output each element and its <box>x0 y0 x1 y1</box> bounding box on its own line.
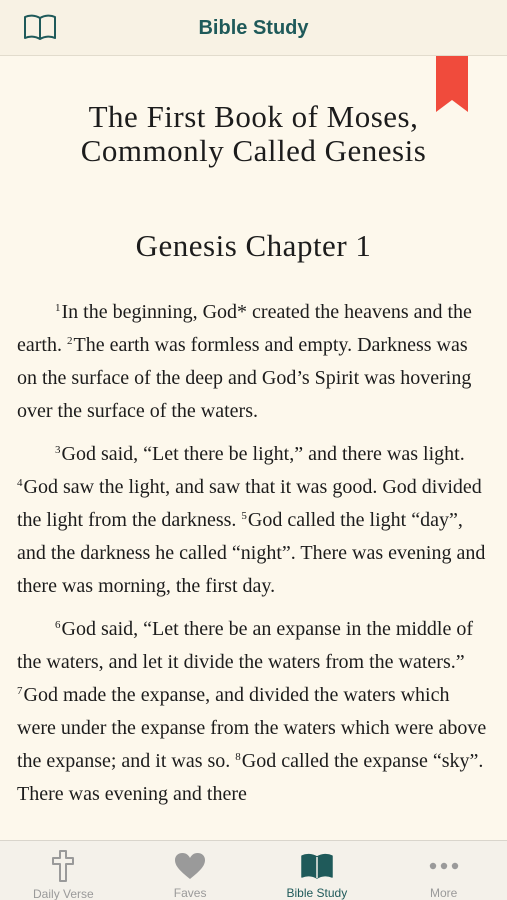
open-book-icon <box>300 852 334 880</box>
verse-text: God said, “Let there be light,” and there was light. <box>61 443 465 465</box>
verse-number: 1 <box>55 302 61 314</box>
verse-number: 7 <box>17 685 23 697</box>
paragraph <box>17 613 492 811</box>
paragraph <box>17 296 492 428</box>
bookmark-ribbon-icon[interactable] <box>436 56 468 112</box>
heart-icon <box>174 852 206 880</box>
verse-number: 4 <box>17 477 23 489</box>
reading-pane[interactable] <box>0 56 507 840</box>
verse-text: The earth was formless and empty. Darkness was on the surface of the deep and God’s Spirit was hovering over the surface of the waters. <box>17 334 472 422</box>
tab-label: More <box>429 886 458 900</box>
verse-number: 6 <box>55 619 61 631</box>
verse-text: God saw the light, and saw that it was good. God divided the light from the darkness. <box>17 476 482 531</box>
verse-text: In the beginning, God* created the heavens and the earth. <box>17 301 472 356</box>
top-nav-bar <box>0 0 507 56</box>
chapter-text <box>17 296 492 821</box>
tab-faves[interactable] <box>127 841 254 900</box>
verse-text: God called the expanse “sky”. There was evening and there <box>17 750 484 805</box>
more-dots-icon <box>429 862 459 870</box>
tab-label: Faves <box>173 886 207 900</box>
verse-text: God called the light “day”, and the darkness he called “night”. There was evening and there was morning, the first day. <box>17 509 486 597</box>
tab-more[interactable] <box>380 841 507 900</box>
page-title: Bible Study <box>198 16 309 39</box>
verse-text: God said, “Let there be an expanse in the middle of the waters, and let it divide the waters from the waters.” <box>17 618 474 673</box>
verse-number: 8 <box>235 751 241 763</box>
paragraph <box>17 438 492 603</box>
tab-bar <box>0 840 507 900</box>
tab-daily-verse[interactable] <box>0 841 127 900</box>
chapter-title: Genesis Chapter 1 <box>135 228 372 263</box>
verse-number: 3 <box>55 444 61 456</box>
tab-label: Bible Study <box>286 886 348 900</box>
verse-number: 5 <box>241 510 247 522</box>
cross-icon <box>51 850 75 882</box>
tab-label: Daily Verse <box>33 887 94 900</box>
tab-bible-study[interactable] <box>254 841 381 900</box>
verse-text: God made the expanse, and divided the waters which were under the expanse from the waters which were above the expanse; and it was so. <box>17 684 487 772</box>
verse-number: 2 <box>66 335 73 347</box>
book-title: The First Book of Moses, Commonly Called Genesis <box>80 99 427 168</box>
